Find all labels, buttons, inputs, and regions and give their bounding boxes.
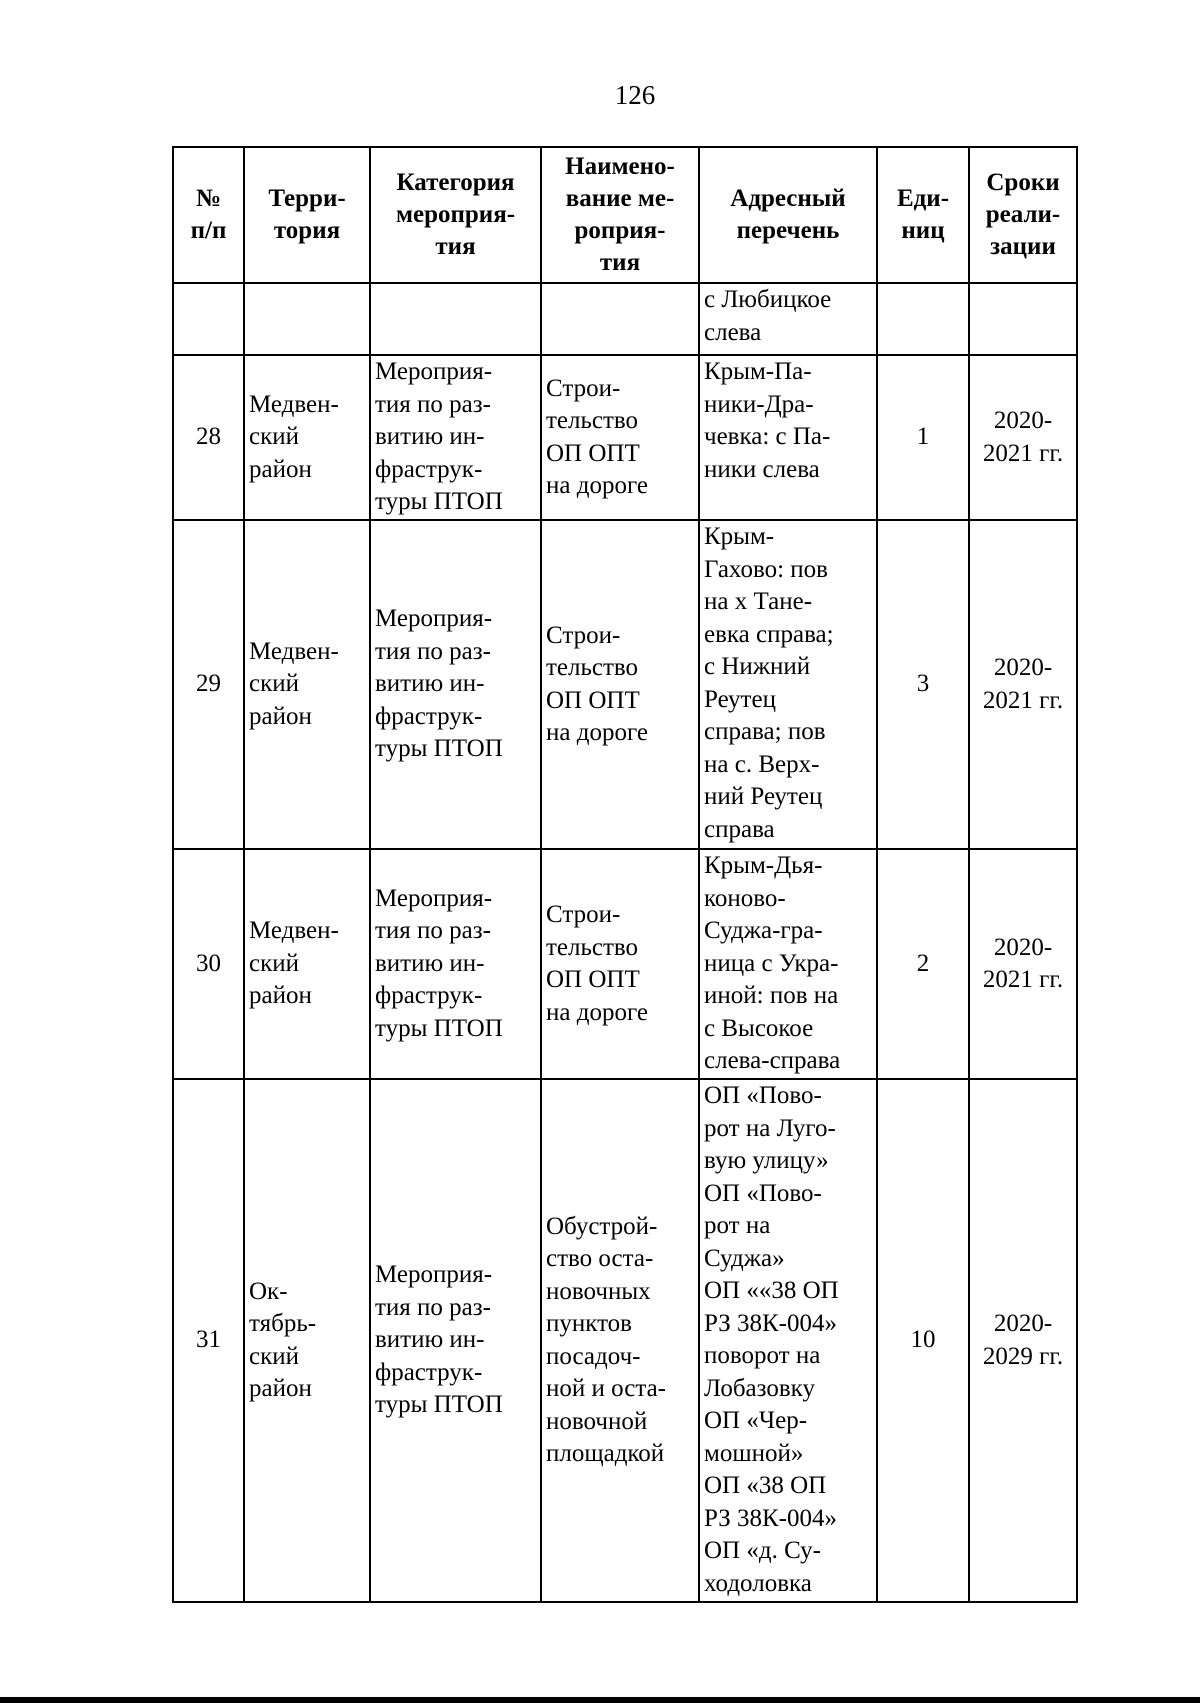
scan-edge-rule (0, 1697, 1200, 1703)
header-territory-label: Терри- тория (268, 185, 346, 244)
row-address-text: с Любицкое слева (704, 286, 832, 346)
row-number-text: 29 (196, 670, 221, 698)
row-units (877, 520, 969, 849)
row-term-text: 2020- 2029 гг. (982, 1310, 1064, 1370)
row-term (969, 849, 1077, 1079)
header-term (969, 147, 1077, 283)
row-number-text: 28 (196, 423, 221, 451)
table-row (173, 1079, 1077, 1602)
row-address (699, 283, 877, 355)
row-territory-text: Медвен- ский район (249, 637, 339, 730)
row-event-name (541, 355, 699, 520)
row-category (370, 283, 541, 355)
row-address-text: ОП «Пово- рот на Луго- вую улицу» ОП «Пово- рот на Суджа» ОП ««38 ОП РЗ 38К-004» поворот на Лобазовку ОП «Чер- мошной» ОП «38 ОП РЗ 38К-004» ОП «д. Су- ходоловка (704, 1082, 839, 1597)
header-address-label: Адресный перечень (730, 185, 846, 244)
page-number: 126 (614, 80, 656, 110)
row-territory (244, 849, 370, 1079)
row-address (699, 849, 877, 1079)
header-units-label: Еди- ниц (896, 185, 950, 244)
header-address (699, 147, 877, 283)
row-term (969, 283, 1077, 355)
row-units-text: 10 (910, 1326, 936, 1354)
header-category (370, 147, 541, 283)
table-row (173, 520, 1077, 849)
row-term-text: 2020- 2021 гг. (982, 407, 1064, 467)
row-units-text: 3 (916, 670, 930, 698)
row-units-text: 2 (916, 949, 930, 977)
row-address (699, 520, 877, 849)
header-number (173, 147, 244, 283)
row-number-text: 31 (196, 1326, 221, 1354)
row-event-name (541, 283, 699, 355)
header-name (541, 147, 699, 283)
header-name-label: Наимено- вание ме- роприя- тия (565, 153, 675, 276)
row-units-text: 1 (916, 423, 930, 451)
row-term (969, 355, 1077, 520)
row-address-text: Крым-Па- ники-Дра- чевка: с Па- ники слева (704, 358, 831, 483)
row-term-text: 2020- 2021 гг. (982, 933, 1064, 993)
row-territory (244, 283, 370, 355)
row-event-name (541, 849, 699, 1079)
row-territory-text: Ок- тябрь- ский район (249, 1277, 317, 1402)
table-header-row (173, 147, 1077, 283)
row-event-name (541, 1079, 699, 1602)
table-row (173, 849, 1077, 1079)
table-row (173, 355, 1077, 520)
row-category (370, 849, 541, 1079)
document-table (172, 146, 1078, 1603)
row-category (370, 355, 541, 520)
row-number-text: 30 (196, 949, 221, 977)
row-address-text: Крым-Дья- коново- Суджа-гра- ница с Укра- иной: пов на с Высокое слева-справа (704, 852, 841, 1074)
row-units (877, 355, 969, 520)
row-units (877, 1079, 969, 1602)
row-category-text: Мероприя- тия по раз- витию ин- фраструк- туры ПТОП (375, 358, 503, 516)
row-territory (244, 1079, 370, 1602)
header-category-label: Категория мероприя- тия (395, 169, 516, 260)
row-category-text: Мероприя- тия по раз- витию ин- фраструк- туры ПТОП (375, 1261, 503, 1419)
row-category-text: Мероприя- тия по раз- витию ин- фраструк- туры ПТОП (375, 605, 503, 763)
table-row (173, 283, 1077, 355)
row-event-name-text: Строи- тельство ОП ОПТ на дороге (546, 621, 648, 746)
row-term-text: 2020- 2021 гг. (982, 654, 1064, 714)
row-category (370, 1079, 541, 1602)
header-territory (244, 147, 370, 283)
row-category (370, 520, 541, 849)
row-address-text: Крым- Гахово: пов на х Тане- евка справа; с Нижний Реутец справа; пов на с. Верх- ний Реутец справа (704, 523, 834, 843)
row-event-name (541, 520, 699, 849)
header-number-label: № п/п (190, 185, 227, 244)
header-term-label: Сроки реали- зации (985, 169, 1061, 260)
row-category-text: Мероприя- тия по раз- витию ин- фраструк- туры ПТОП (375, 884, 503, 1042)
row-territory-text: Медвен- ский район (249, 390, 339, 483)
row-number (173, 283, 244, 355)
row-units (877, 849, 969, 1079)
row-number (173, 1079, 244, 1602)
row-number (173, 520, 244, 849)
row-units (877, 283, 969, 355)
row-number (173, 355, 244, 520)
row-territory-text: Медвен- ский район (249, 917, 339, 1010)
row-number (173, 849, 244, 1079)
row-event-name-text: Строи- тельство ОП ОПТ на дороге (546, 374, 648, 499)
row-event-name-text: Строи- тельство ОП ОПТ на дороге (546, 901, 648, 1026)
header-units (877, 147, 969, 283)
row-address (699, 355, 877, 520)
row-term (969, 1079, 1077, 1602)
row-territory (244, 520, 370, 849)
row-address (699, 1079, 877, 1602)
row-term (969, 520, 1077, 849)
row-event-name-text: Обустрой- ство оста- новочных пунктов посадоч- ной и оста- новочной площадкой (546, 1212, 667, 1467)
row-territory (244, 355, 370, 520)
